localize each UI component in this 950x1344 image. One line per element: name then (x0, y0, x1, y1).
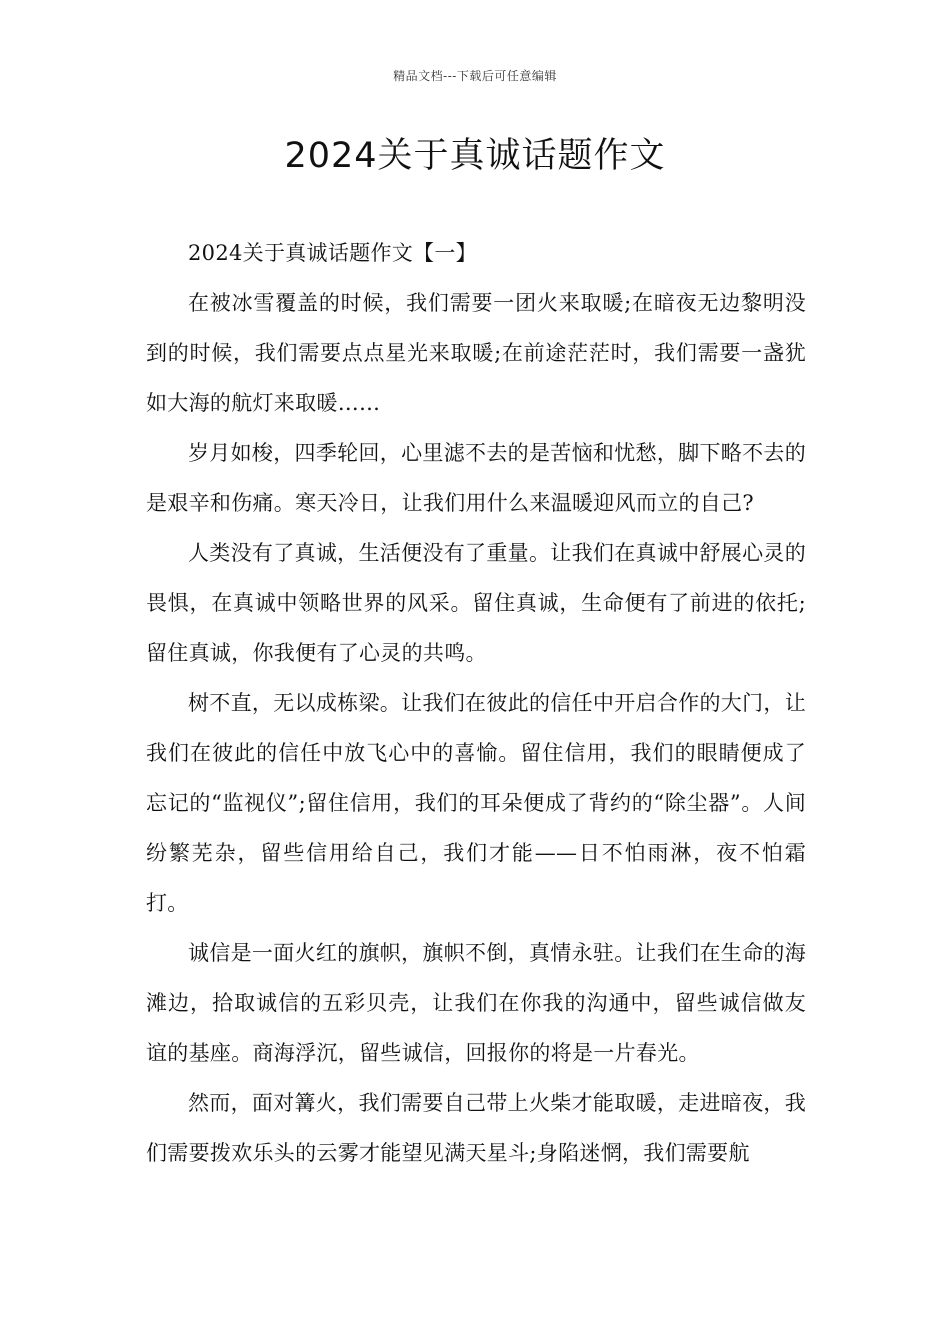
paragraph: 人类没有了真诚，生活便没有了重量。让我们在真诚中舒展心灵的畏惧，在真诚中领略世界的风采。留住真诚，生命便有了前进的依托;留住真诚，你我便有了心灵的共鸣。 (146, 541, 806, 665)
paragraph: 诚信是一面火红的旗帜，旗帜不倒，真情永驻。让我们在生命的海滩边，拾取诚信的五彩贝壳，让我们在你我的沟通中，留些诚信做友谊的基座。商海浮沉，留些诚信，回报你的将是一片春光。 (146, 941, 806, 1065)
paragraph: 树不直，无以成栋梁。让我们在彼此的信任中开启合作的大门，让我们在彼此的信任中放飞心中的喜愉。留住信用，我们的眼睛便成了忘记的“监视仪”;留住信用，我们的耳朵便成了背约的“除尘器”。人间纷繁芜杂，留些信用给自己，我们才能——日不怕雨淋，夜不怕霜打。 (146, 691, 806, 915)
header-note: 精品文档---下载后可任意编辑 (393, 69, 557, 83)
document-title: 2024关于真诚话题作文 (284, 136, 666, 176)
paragraph: 在被冰雪覆盖的时候，我们需要一团火来取暖;在暗夜无边黎明没到的时候，我们需要点点星光来取暖;在前途茫茫时，我们需要一盏犹如大海的航灯来取暖…… (146, 291, 806, 415)
paragraph: 然而，面对篝火，我们需要自己带上火柴才能取暖，走进暗夜，我们需要拨欢乐头的云雾才能望见满天星斗;身陷迷惘，我们需要航 (146, 1091, 806, 1165)
section-heading: 2024关于真诚话题作文【一】 (188, 241, 477, 265)
paragraph: 岁月如梭，四季轮回，心里滤不去的是苦恼和忧愁，脚下略不去的是艰辛和伤痛。寒天冷日，让我们用什么来温暖迎风而立的自己? (146, 441, 806, 515)
document-body (146, 228, 806, 1178)
